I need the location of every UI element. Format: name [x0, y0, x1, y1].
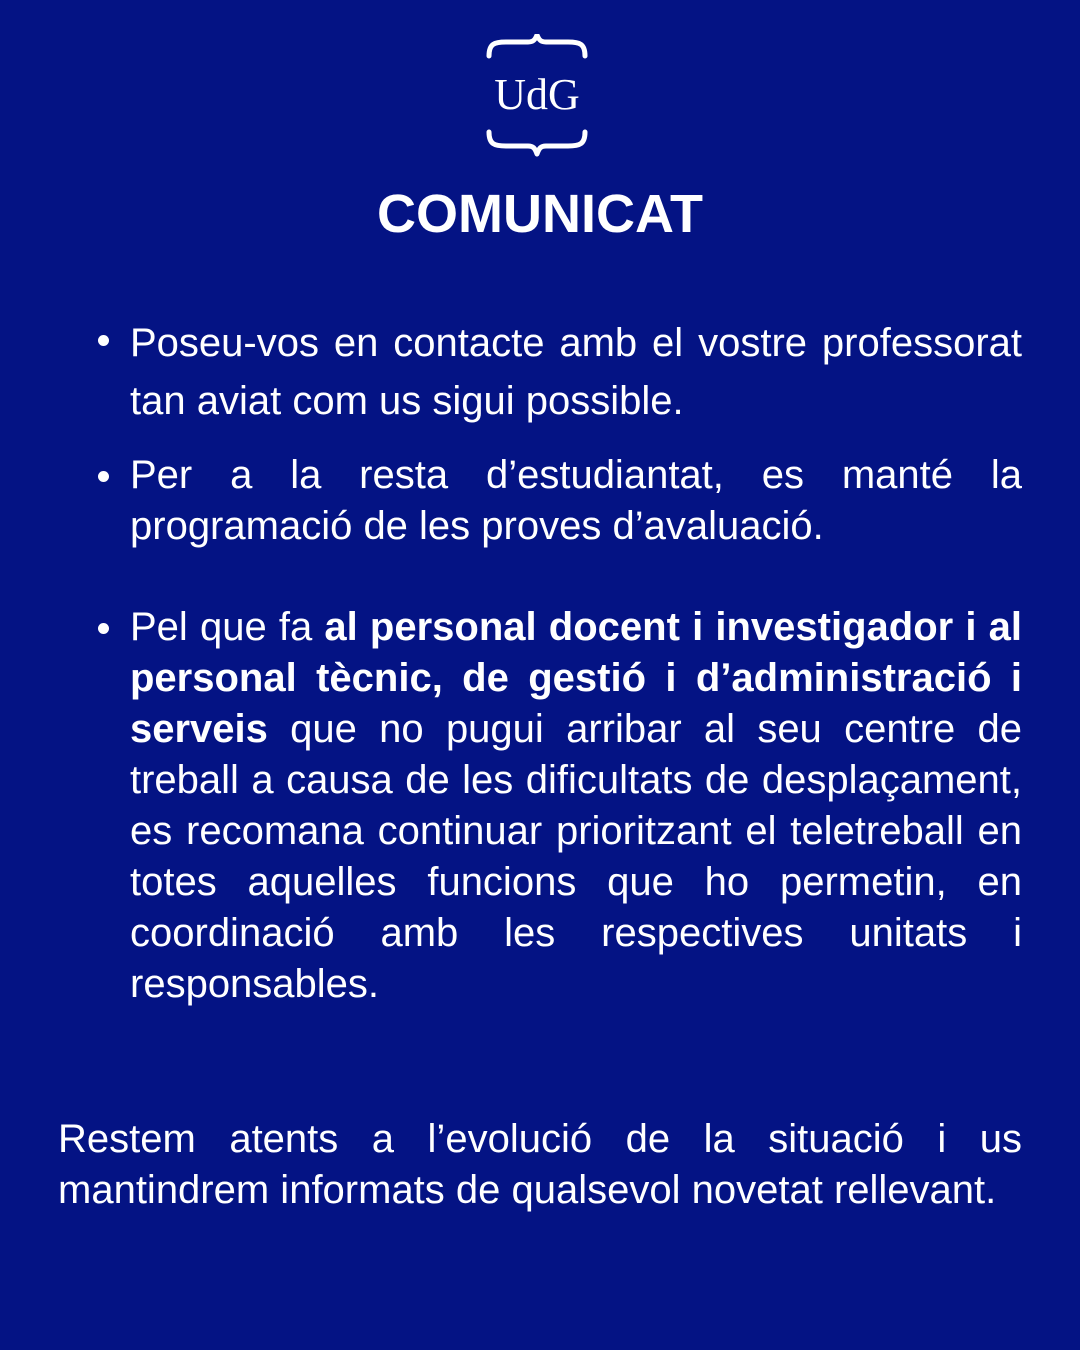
- list-item-text: Per a la resta d’estudiantat, es manté la programació de les proves d’avaluació.: [130, 453, 1022, 548]
- list-item-suffix: que no pugui arribar al seu centre de treball a causa de les dificultats de desplaçament, es recomana continuar prioritzant el teletreball en totes aquelles funcions que ho permetin, en coordinació amb les respectives unitats i responsables.: [130, 707, 1022, 1006]
- list-item: [58, 314, 1022, 430]
- bullet-icon: [98, 471, 109, 482]
- bullet-list: [58, 314, 1022, 1010]
- list-item-text: Poseu-vos en contacte amb el vostre professorat tan aviat com us sigui possible.: [130, 321, 1022, 423]
- closing-paragraph: Restem atents a l’evolució de la situació i us mantindrem informats de qualsevol novetat rellevant.: [58, 1117, 1022, 1212]
- bullet-icon: [98, 335, 109, 346]
- bullet-icon: [98, 623, 109, 634]
- page-title: COMUNICAT: [377, 184, 703, 244]
- udg-logo: [484, 34, 590, 160]
- list-item-bold: al personal docent i investigador i al personal tècnic, de gestió i d’administració i serveis: [130, 605, 1022, 751]
- list-item: [58, 602, 1022, 1010]
- list-item: [58, 450, 1022, 552]
- logo-text: UdG: [494, 70, 580, 119]
- list-item-prefix: Pel que fa: [130, 605, 325, 649]
